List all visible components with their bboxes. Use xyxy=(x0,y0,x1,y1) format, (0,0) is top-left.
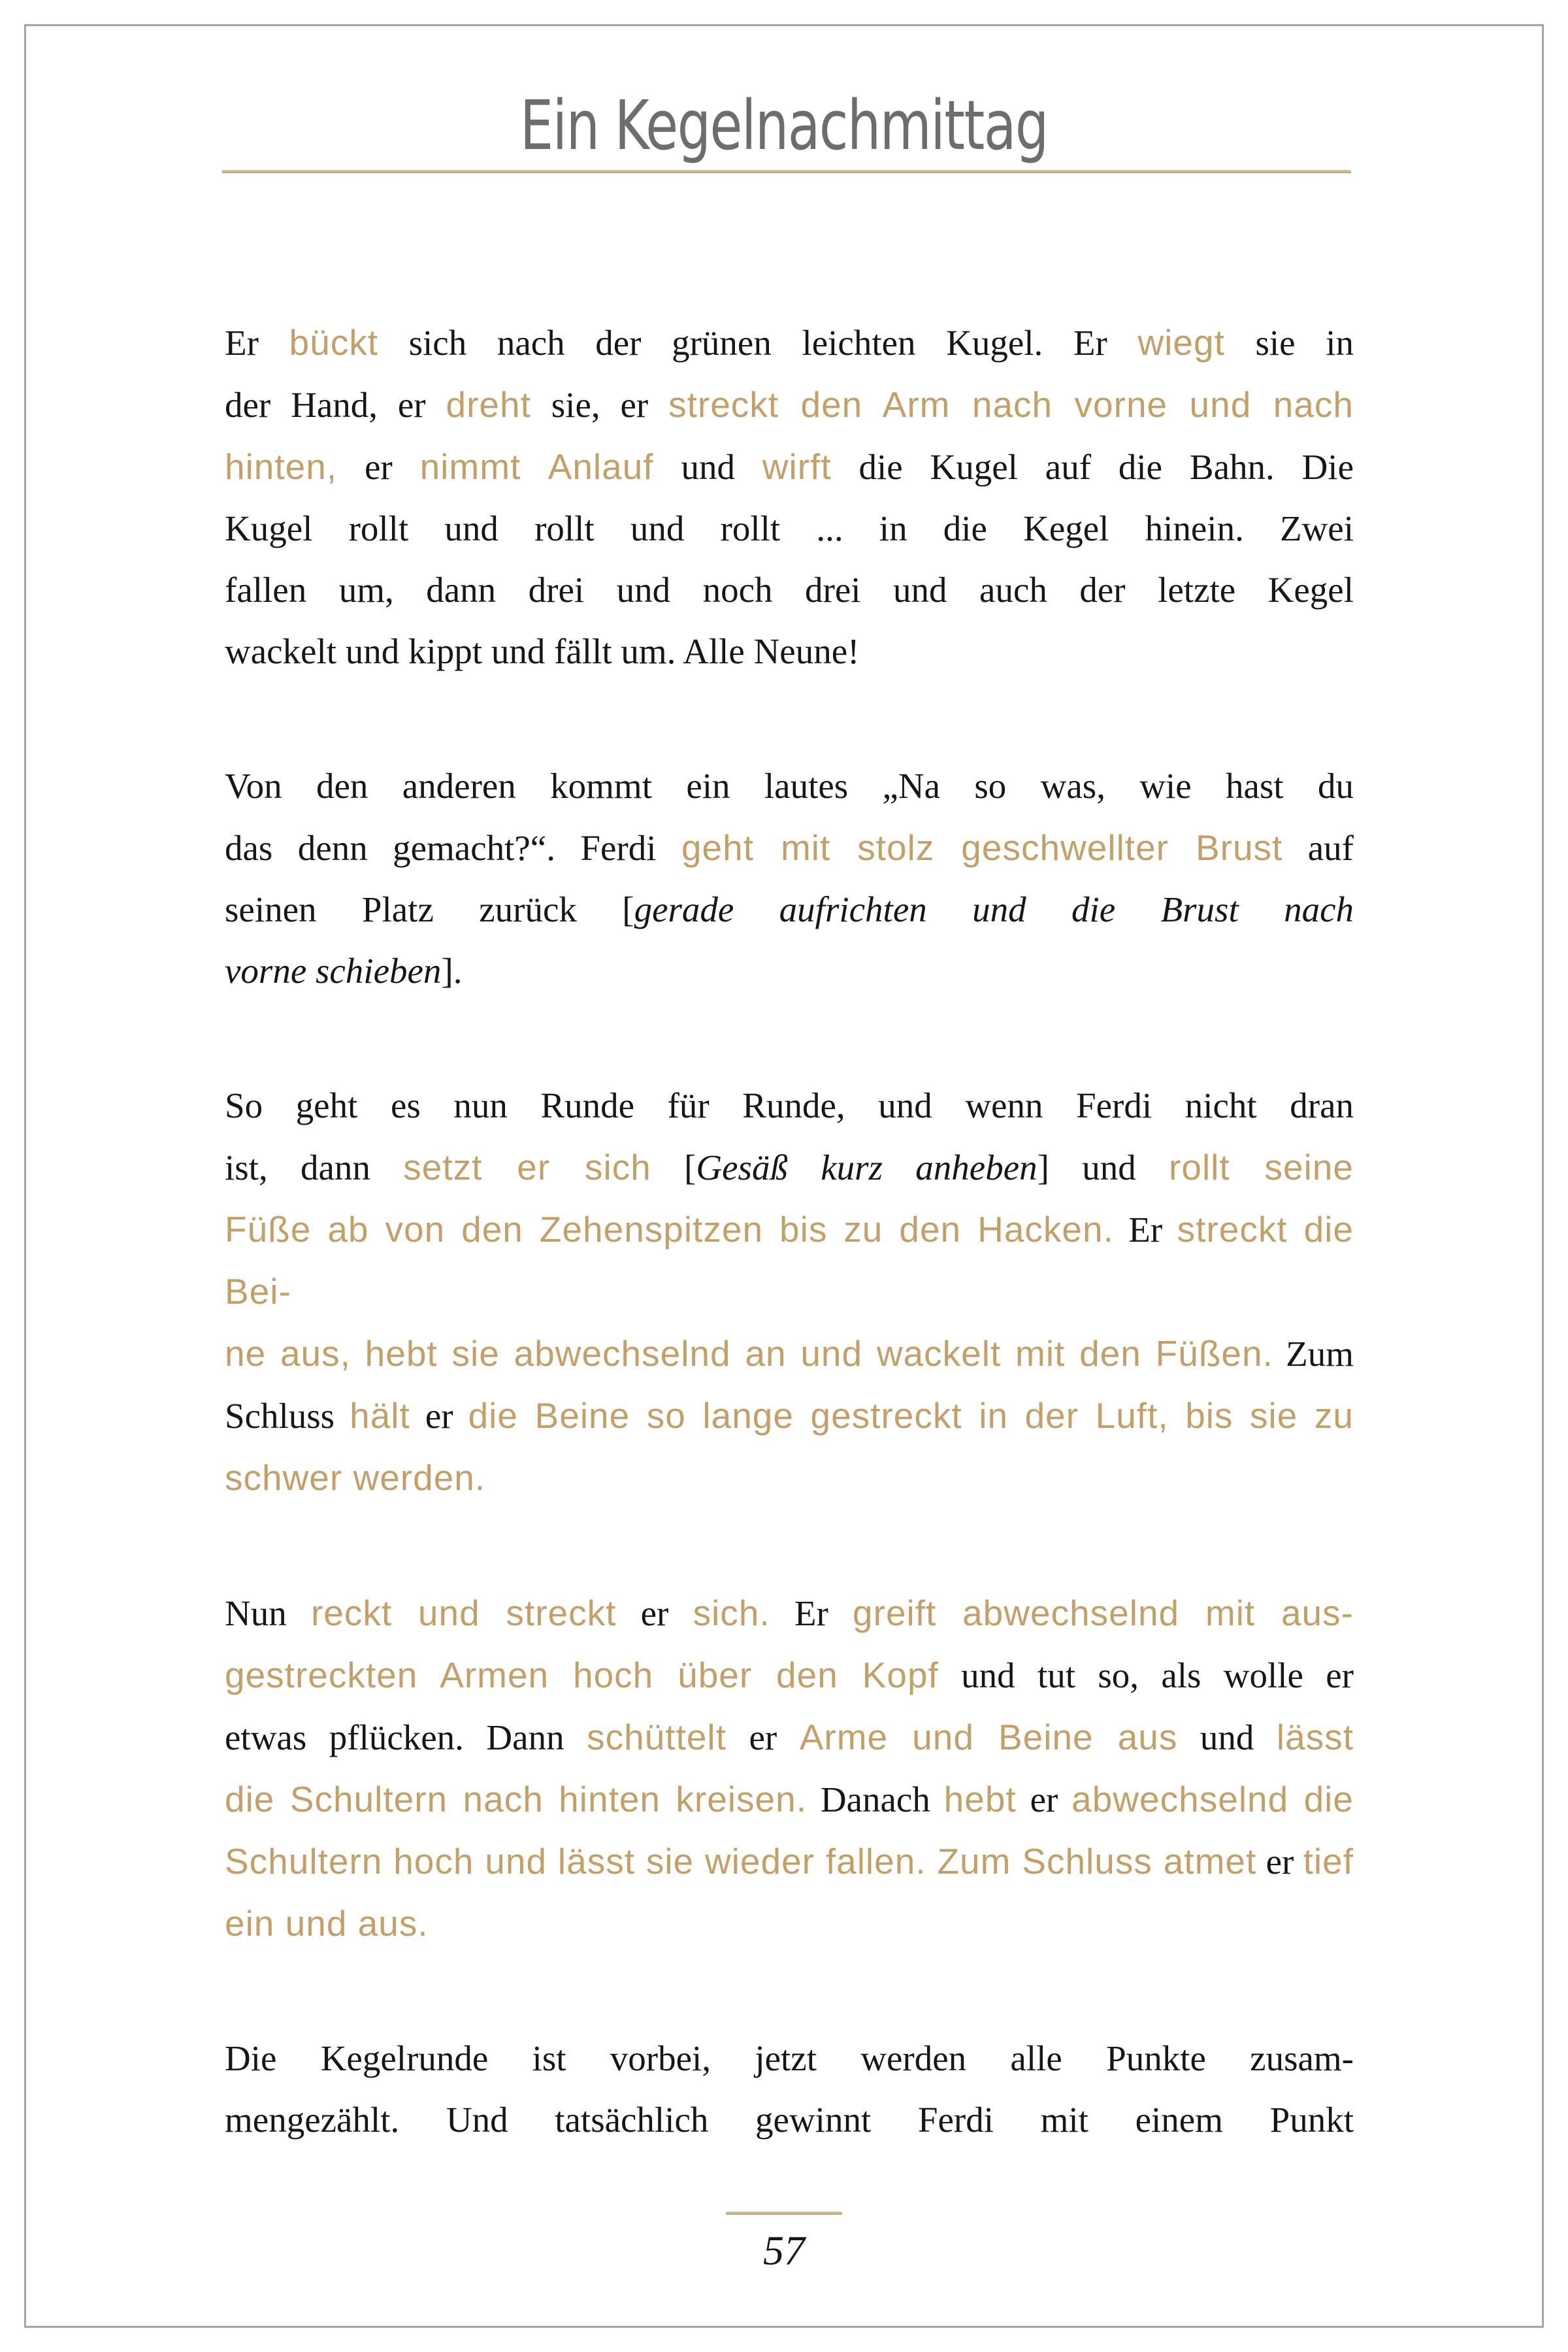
text-run-serif: Nun xyxy=(225,1593,311,1633)
text-run-serif: Zum xyxy=(1273,1334,1354,1374)
text-run-hand: schwer werden. xyxy=(225,1457,486,1498)
text-line xyxy=(225,559,1354,621)
text-run-hand: wirft xyxy=(762,446,832,487)
text-run-hand: hinten, xyxy=(225,446,338,487)
text-run-hand: wiegt xyxy=(1137,322,1225,363)
text-run-serif: Die Kegelrunde ist vorbei, jetzt werden alle Punkte zusam- xyxy=(225,2038,1354,2078)
text-run-hand: reckt und streckt xyxy=(310,1593,617,1633)
text-run-serif: sich nach der grünen leichten Kugel. Er xyxy=(378,323,1138,363)
text-line xyxy=(225,498,1354,559)
text-line xyxy=(225,1385,1354,1447)
text-run-serif: er xyxy=(1256,1842,1303,1881)
text-run-hand: hält xyxy=(350,1395,410,1436)
paragraph xyxy=(225,312,1354,682)
text-line xyxy=(225,879,1354,940)
text-run-hand: tief xyxy=(1303,1841,1354,1881)
text-line xyxy=(225,1893,1354,1955)
paragraph xyxy=(225,1582,1354,1955)
text-run-hand: sich. xyxy=(693,1593,770,1633)
text-run-serif: das denn gemacht?“. Ferdi xyxy=(225,828,681,868)
text-line xyxy=(225,1199,1354,1323)
text-run-serif: [ xyxy=(651,1148,696,1187)
text-run-hand: ein und aus. xyxy=(225,1903,429,1944)
text-run-serif: Danach xyxy=(807,1780,944,1819)
text-run-hand: setzt er sich xyxy=(403,1147,651,1187)
text-run-hand: bückt xyxy=(289,322,378,363)
text-run-hand: schüttelt xyxy=(587,1717,727,1757)
text-run-serif: ] und xyxy=(1037,1148,1169,1187)
text-run-hand: Schultern hoch und lässt sie wieder fallen. Zum Schluss atmet xyxy=(225,1841,1257,1881)
text-run-serif: mengezählt. Und tatsächlich gewinnt Ferdi mit einem Punkt xyxy=(225,2100,1354,2140)
text-run-serif: Von den anderen kommt ein lautes „Na so was, wie hast du xyxy=(225,766,1354,806)
page-footer xyxy=(0,2211,1568,2352)
text-line xyxy=(225,374,1354,436)
text-line xyxy=(225,1768,1354,1830)
text-run-italic: Gesäß kurz anheben xyxy=(696,1148,1037,1187)
text-run-serif: und xyxy=(653,447,762,487)
text-line xyxy=(225,817,1354,879)
text-line xyxy=(225,1644,1354,1706)
text-run-hand: Füße ab von den Zehenspitzen bis zu den Hacken. xyxy=(225,1209,1114,1250)
text-line xyxy=(225,1447,1354,1509)
text-run-serif: er xyxy=(726,1717,800,1757)
text-run-serif: Er xyxy=(770,1593,853,1633)
text-run-serif: Er xyxy=(225,323,289,363)
text-run-serif: wackelt und kippt und fällt um. Alle Neune! xyxy=(225,631,860,671)
title-rule xyxy=(222,170,1351,173)
text-line xyxy=(225,1075,1354,1136)
text-run-serif: sie, er xyxy=(531,385,669,425)
text-run-hand: hebt xyxy=(943,1779,1017,1819)
text-run-serif: der Hand, er xyxy=(225,385,446,425)
text-line xyxy=(225,1323,1354,1385)
text-run-serif: er xyxy=(1016,1780,1072,1819)
text-run-serif: und tut so, als wolle er xyxy=(938,1655,1354,1695)
text-run-serif: Schluss xyxy=(225,1396,350,1436)
text-run-serif: auf xyxy=(1282,828,1354,868)
text-line xyxy=(225,621,1354,682)
body-text xyxy=(225,312,1354,2151)
text-run-hand: greift abwechselnd mit aus- xyxy=(853,1593,1354,1633)
text-run-hand: lässt xyxy=(1276,1717,1354,1757)
text-run-hand: dreht xyxy=(446,384,531,425)
text-run-serif: er xyxy=(616,1593,693,1633)
text-run-serif: seinen Platz zurück [ xyxy=(225,889,634,929)
text-run-serif: und xyxy=(1177,1717,1277,1757)
text-line xyxy=(225,312,1354,374)
text-run-serif: fallen um, dann drei und noch drei und auch der letzte Kegel xyxy=(225,570,1354,610)
paragraph xyxy=(225,755,1354,1002)
text-run-hand: streckt den Arm nach vorne und nach xyxy=(668,384,1354,425)
text-run-serif: So geht es nun Runde für Runde, und wenn Ferdi nicht dran xyxy=(225,1085,1354,1125)
text-line xyxy=(225,940,1354,1002)
text-run-serif: er xyxy=(337,447,420,487)
text-line xyxy=(225,1136,1354,1199)
footer-rule xyxy=(726,2211,842,2215)
text-line xyxy=(225,2028,1354,2089)
text-run-hand: streckt die Bei- xyxy=(225,1209,1354,1312)
text-run-italic: gerade aufrichten und die Brust nach xyxy=(634,889,1354,929)
page-number: 57 xyxy=(763,2227,805,2274)
chapter-title: Ein Kegelnachmittag xyxy=(520,86,1048,165)
text-run-hand: die Beine so lange gestreckt in der Luft, bis sie zu xyxy=(468,1395,1354,1436)
text-line xyxy=(225,1706,1354,1768)
text-run-serif: etwas pflücken. Dann xyxy=(225,1717,587,1757)
text-line xyxy=(225,1830,1354,1893)
text-run-serif: ]. xyxy=(441,951,463,991)
text-line xyxy=(225,436,1354,498)
text-line xyxy=(225,2089,1354,2151)
text-run-serif: ist, dann xyxy=(225,1148,404,1187)
paragraph xyxy=(225,1075,1354,1509)
text-run-serif: die Kugel auf die Bahn. Die xyxy=(831,447,1354,487)
text-run-serif: er xyxy=(410,1396,468,1436)
text-run-serif: Er xyxy=(1113,1210,1177,1250)
paragraph xyxy=(225,2028,1354,2151)
text-run-hand: ne aus, hebt sie abwechselnd an und wackelt mit den Füßen. xyxy=(225,1333,1273,1374)
text-run-serif: Kugel rollt und rollt und rollt ... in die Kegel hinein. Zwei xyxy=(225,508,1354,548)
text-line xyxy=(225,755,1354,817)
text-run-hand: geht mit stolz geschwellter Brust xyxy=(681,827,1283,868)
text-run-hand: Arme und Beine aus xyxy=(799,1717,1178,1757)
text-line xyxy=(225,1582,1354,1644)
text-run-serif: sie in xyxy=(1224,323,1354,363)
title-wrap xyxy=(0,0,1568,165)
text-run-hand: abwechselnd die xyxy=(1071,1779,1354,1819)
text-run-hand: gestreckten Armen hoch über den Kopf xyxy=(225,1655,939,1695)
text-run-italic: vorne schieben xyxy=(225,951,442,991)
text-run-hand: rollt seine xyxy=(1169,1147,1354,1187)
text-run-hand: die Schultern nach hinten kreisen. xyxy=(225,1779,807,1819)
text-run-hand: nimmt Anlauf xyxy=(419,446,654,487)
